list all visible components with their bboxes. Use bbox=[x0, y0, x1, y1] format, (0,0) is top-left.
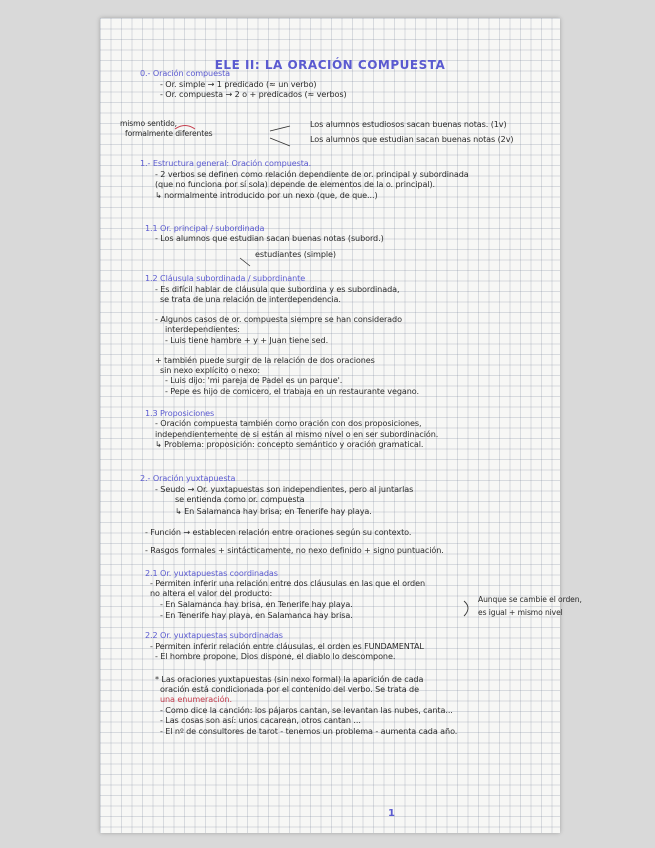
note-line: 1.- Estructura general: Oración compuesta. bbox=[140, 158, 312, 168]
note-line: oración está condicionada por el contenido del verbo. Se trata de bbox=[160, 684, 419, 694]
note-line: sin nexo explícito o nexo: bbox=[160, 365, 260, 375]
note-line: 1.3 Proposiciones bbox=[145, 408, 215, 418]
note-line: Los alumnos estudiosos sacan buenas notas. (1v) bbox=[310, 119, 507, 129]
note-line: + también puede surgir de la relación de dos oraciones bbox=[155, 355, 375, 365]
note-line: 2.2 Or. yuxtapuestas subordinadas bbox=[145, 630, 283, 640]
note-line: formalmente diferentes bbox=[125, 129, 213, 138]
note-line: - Or. simple → 1 predicado (≈ un verbo) bbox=[160, 79, 317, 89]
note-line: interdependientes: bbox=[165, 324, 240, 334]
note-line: * Las oraciones yuxtapuestas (sin nexo formal) la aparición de cada bbox=[155, 674, 424, 684]
note-line: - Función → establecen relación entre oraciones según su contexto. bbox=[145, 527, 412, 537]
note-line: - Oración compuesta también como oración con dos proposiciones, bbox=[155, 418, 422, 428]
note-line: 0.- Oración compuesta bbox=[140, 68, 231, 78]
note-line: - Rasgos formales + sintácticamente, no nexo definido + signo puntuación. bbox=[145, 545, 444, 555]
note-line: - Permiten inferir relación entre cláusulas, el orden es FUNDAMENTAL bbox=[150, 641, 424, 651]
note-line: 1.2 Cláusula subordinada / subordinante bbox=[145, 273, 306, 283]
note-line: - Es difícil hablar de cláusula que subordina y es subordinada, bbox=[155, 284, 400, 294]
note-line: una enumeración. bbox=[160, 694, 232, 704]
note-line: - Los alumnos que estudian sacan buenas notas (subord.) bbox=[155, 233, 384, 243]
note-line: - Pepe es hijo de comicero, el trabaja en un restaurante vegano. bbox=[165, 386, 419, 396]
page-title: ELE II: LA ORACIÓN COMPUESTA bbox=[214, 58, 446, 72]
note-line: 1.1 Or. principal / subordinada bbox=[145, 223, 265, 233]
note-line: independientemente de si están al mismo nivel o en ser subordinación. bbox=[155, 429, 439, 439]
note-line: - Or. compuesta → 2 o + predicados (≈ verbos) bbox=[160, 89, 347, 99]
note-line: - Luis tiene hambre + y + Juan tiene sed. bbox=[165, 335, 329, 345]
note-line: - En Tenerife hay playa, en Salamanca hay brisa. bbox=[160, 610, 353, 620]
note-line: estudiantes (simple) bbox=[255, 249, 336, 259]
page-number: 1 bbox=[388, 808, 395, 819]
note-line: - Las cosas son así: unos cacarean, otros cantan ... bbox=[160, 715, 361, 725]
note-line: - Como dice la canción: los pájaros cantan, se levantan las nubes, canta... bbox=[160, 705, 453, 715]
note-line: - En Salamanca hay brisa, en Tenerife hay playa. bbox=[160, 599, 353, 609]
note-line: 2.- Oración yuxtapuesta bbox=[140, 473, 236, 483]
note-line: 2.1 Or. yuxtapuestas coordinadas bbox=[145, 568, 278, 578]
note-line: es igual + mismo nivel bbox=[478, 608, 563, 617]
note-line: (que no funciona por sí sola) depende de elementos de la o. principal). bbox=[155, 179, 435, 189]
note-line: ↳ En Salamanca hay brisa; en Tenerife hay playa. bbox=[175, 506, 372, 516]
note-line: - 2 verbos se definen como relación dependiente de or. principal y subordinada bbox=[155, 169, 469, 179]
note-line: - Algunos casos de or. compuesta siempre se han considerado bbox=[155, 314, 402, 324]
note-line: se trata de una relación de interdependencia. bbox=[160, 294, 341, 304]
note-line: - El nº de consultores de tarot - tenemos un problema - aumenta cada año. bbox=[160, 726, 458, 736]
note-line: mismo sentido, bbox=[120, 119, 177, 128]
notebook-page bbox=[100, 18, 582, 833]
note-line: - El hombre propone, Dios dispone, el diablo lo descompone. bbox=[155, 651, 396, 661]
note-line: - Permiten inferir una relación entre dos cláusulas en las que el orden bbox=[150, 578, 425, 588]
note-line: - Seudo → Or. yuxtapuestas son independientes, pero al juntarlas bbox=[155, 484, 414, 494]
note-line: - Luis dijo: 'mi pareja de Padel es un parque'. bbox=[165, 375, 343, 385]
note-line: ↳ Problema: proposición: concepto semántico y oración gramatical. bbox=[155, 439, 424, 449]
note-line: Aunque se cambie el orden, bbox=[478, 595, 582, 604]
note-line: Los alumnos que estudian sacan buenas notas (2v) bbox=[310, 134, 514, 144]
note-line: se entienda como or. compuesta bbox=[175, 494, 305, 504]
note-line: no altera el valor del producto: bbox=[150, 588, 273, 598]
note-line: ↳ normalmente introducido por un nexo (que, de que...) bbox=[155, 190, 378, 200]
